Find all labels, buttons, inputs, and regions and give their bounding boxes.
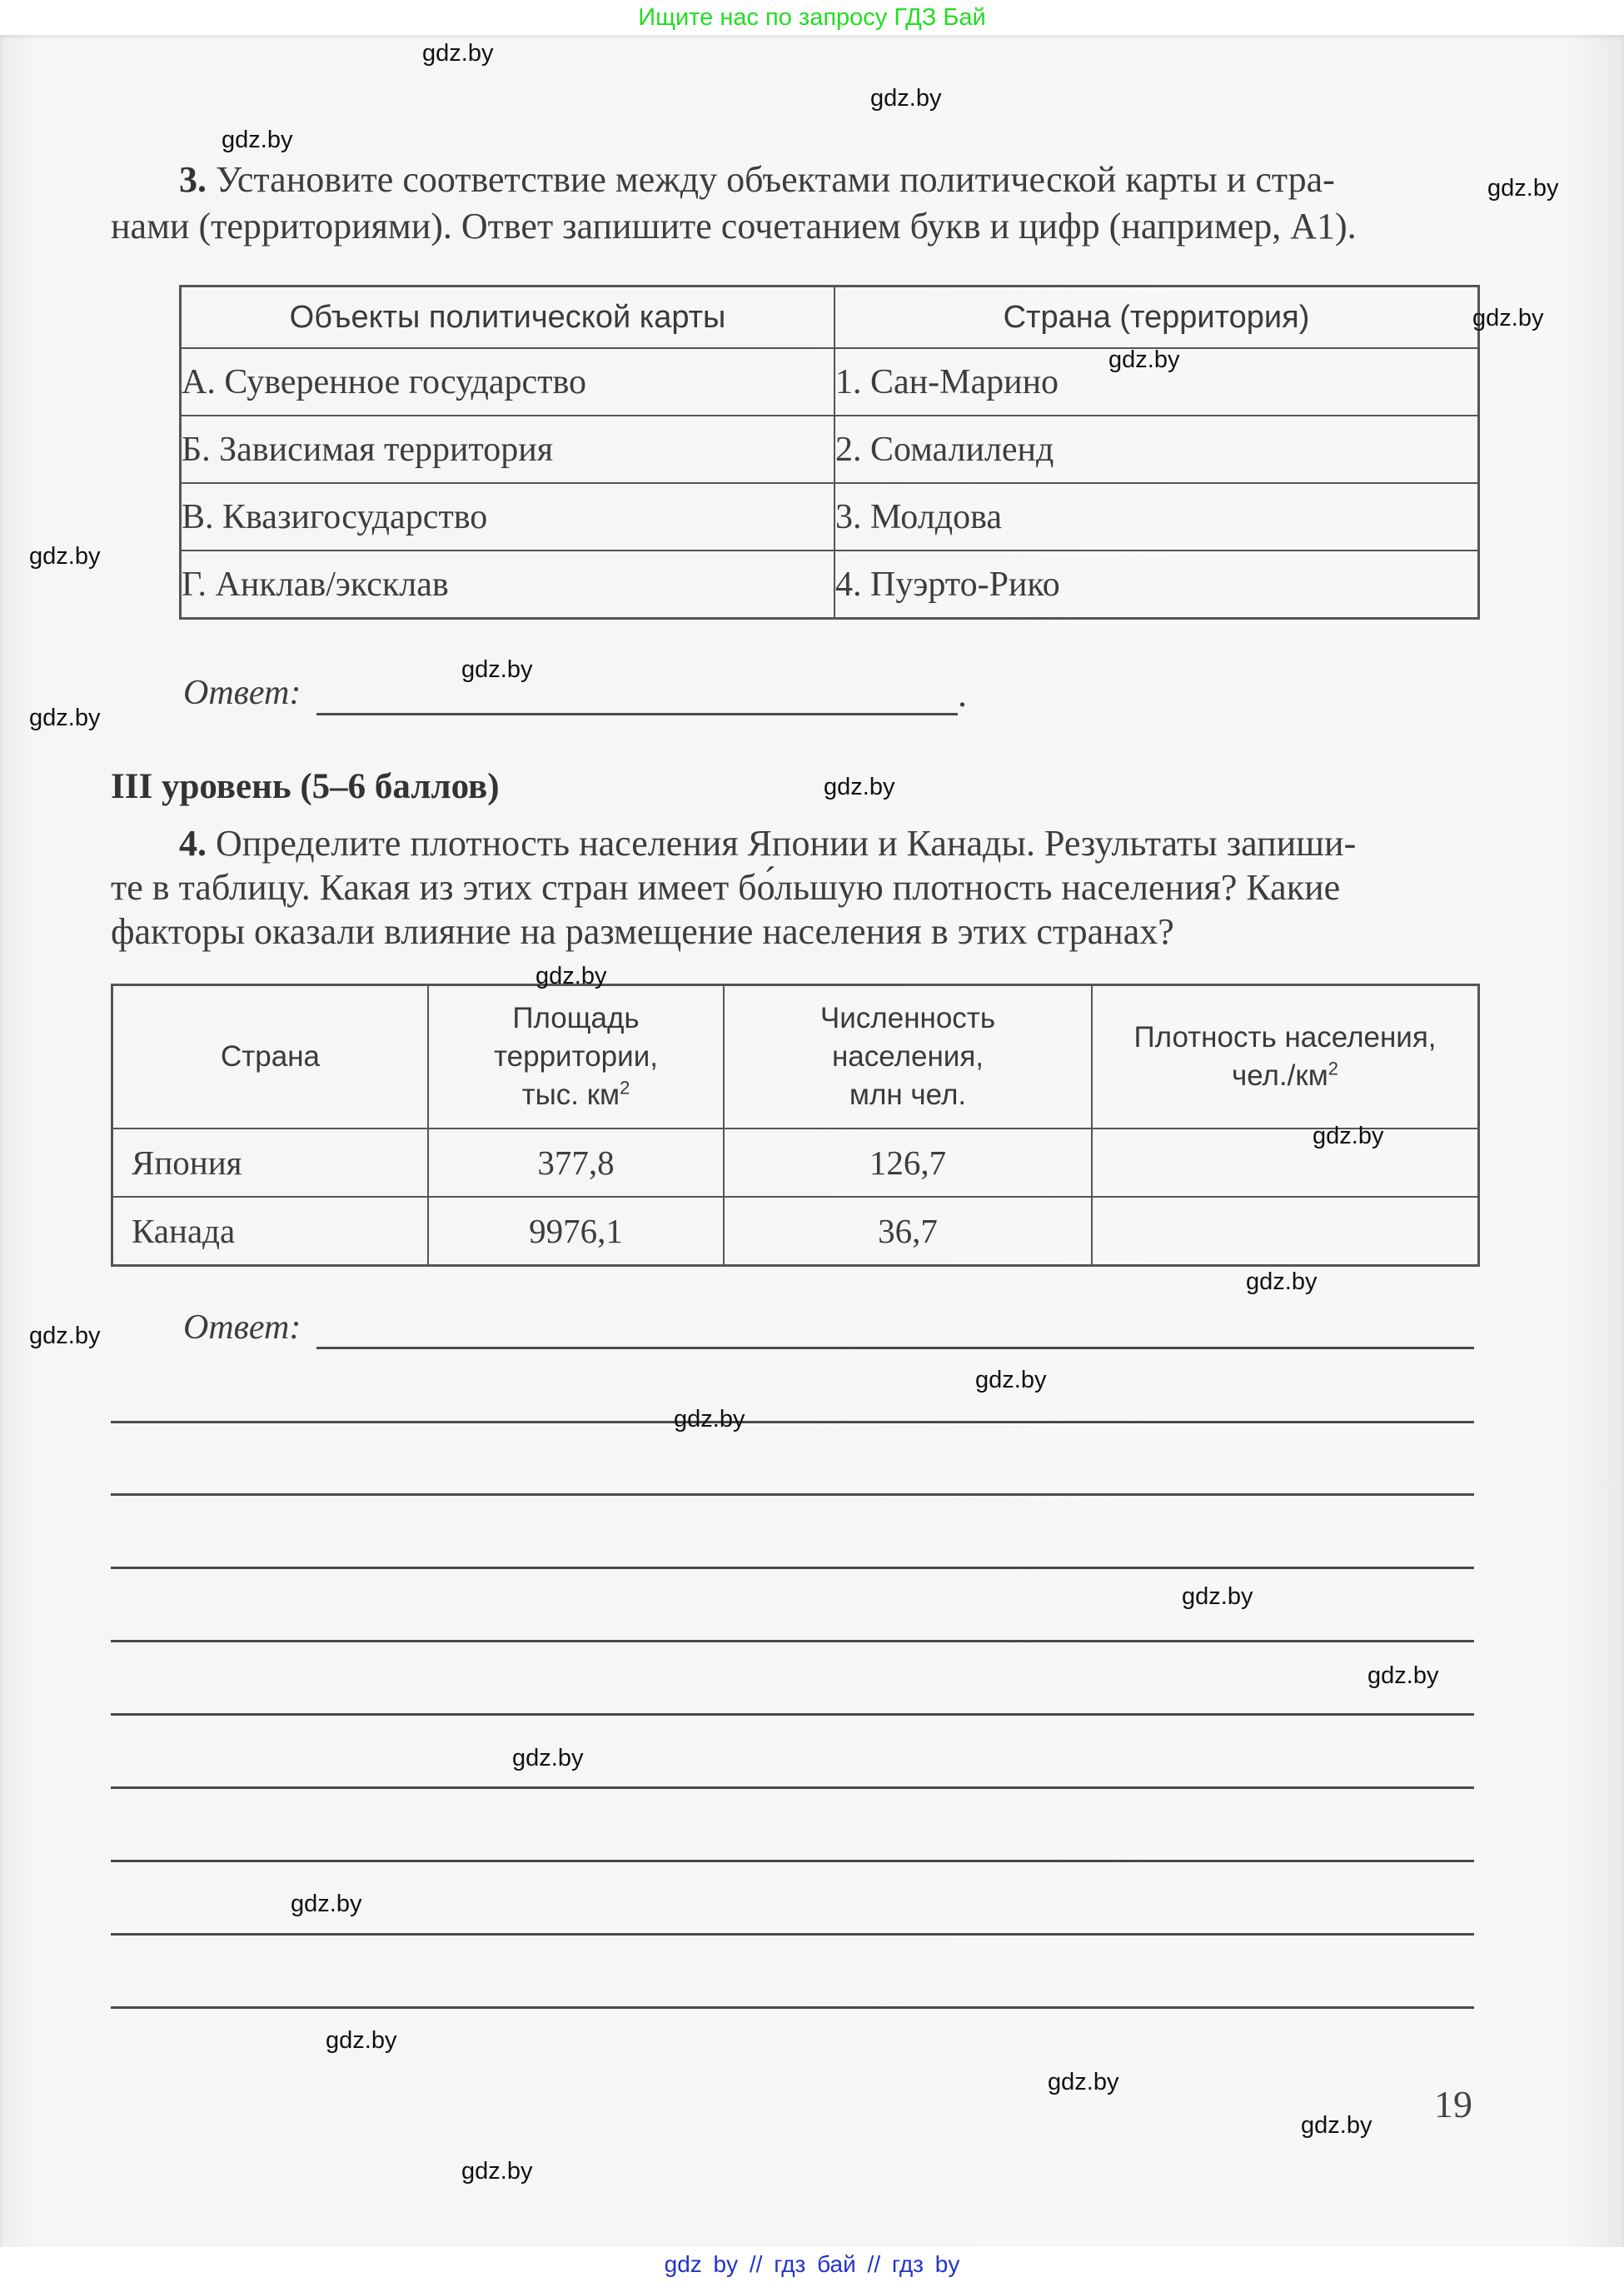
watermark: gdz.by <box>222 127 293 153</box>
header-objects: Объекты политической карты <box>181 286 835 349</box>
matching-table <box>179 285 1480 620</box>
watermark: gdz.by <box>674 1406 745 1432</box>
watermark: gdz.by <box>1487 175 1559 202</box>
watermark: gdz.by <box>461 2158 533 2185</box>
header-population <box>724 985 1092 1129</box>
top-banner: Ищите нас по запросу ГДЗ Бай <box>0 0 1624 35</box>
watermark: gdz.by <box>326 2027 397 2054</box>
page-number: 19 <box>1434 2083 1472 2125</box>
watermark: gdz.by <box>1313 1123 1384 1149</box>
header-density-line1: Плотность населения, <box>1133 1021 1437 1054</box>
task4-answer-line-6[interactable] <box>111 1713 1474 1716</box>
country-cell: Япония <box>112 1129 429 1197</box>
area-cell: 377,8 <box>428 1129 724 1197</box>
table-row <box>112 1197 1479 1266</box>
watermark: gdz.by <box>29 543 101 570</box>
task4-answer-line-7[interactable] <box>111 1786 1474 1789</box>
watermark: gdz.by <box>422 40 494 67</box>
watermark: gdz.by <box>1108 346 1180 373</box>
superscript: 2 <box>1328 1058 1339 1079</box>
header-population-line1: Численность <box>819 1002 996 1034</box>
task4-answer-line-1[interactable] <box>316 1347 1474 1349</box>
object-cell: А. Суверенное государство <box>181 348 835 416</box>
population-cell: 126,7 <box>724 1129 1092 1197</box>
object-cell: Г. Анклав/эксклав <box>181 551 835 619</box>
density-table-header <box>112 985 1479 1129</box>
task3-number: 3. <box>179 159 207 200</box>
task4-answer-line-10[interactable] <box>111 2006 1474 2009</box>
task3-answer-period: . <box>958 674 967 715</box>
table-row <box>181 483 1479 551</box>
task3-text-line2: нами (территориями). Ответ запишите сочетанием букв и цифр (например, А1). <box>111 206 1357 247</box>
task4-answer-label: Ответ: <box>183 1308 301 1347</box>
header-country: Страна <box>112 985 429 1129</box>
watermark: gdz.by <box>461 656 533 683</box>
watermark: gdz.by <box>1048 2069 1119 2095</box>
header-density-line2: чел./км <box>1231 1059 1328 1092</box>
task3-answer-line[interactable] <box>316 713 958 715</box>
matching-table-header <box>181 286 1479 349</box>
watermark: gdz.by <box>870 85 942 112</box>
country-cell: 2. Сомалиленд <box>834 416 1479 483</box>
task4-text-line1 <box>179 822 1356 865</box>
table-row <box>181 348 1479 416</box>
area-cell: 9976,1 <box>428 1197 724 1266</box>
task3-line1: Установите соответствие между объектами политической карты и стра- <box>207 159 1335 200</box>
task4-answer-line-4[interactable] <box>111 1567 1474 1569</box>
watermark: gdz.by <box>1246 1268 1318 1295</box>
task4-answer-line-5[interactable] <box>111 1640 1474 1642</box>
density-table <box>111 984 1480 1267</box>
watermark: gdz.by <box>1472 305 1544 331</box>
country-cell: 4. Пуэрто-Рико <box>834 551 1479 619</box>
country-cell: Канада <box>112 1197 429 1266</box>
watermark: gdz.by <box>1367 1662 1439 1689</box>
task4-text-line3: факторы оказали влияние на размещение населения в этих странах? <box>111 911 1174 952</box>
task3-answer-label: Ответ: <box>183 674 301 712</box>
table-row <box>112 1129 1479 1197</box>
watermark: gdz.by <box>291 1891 362 1917</box>
watermark: gdz.by <box>1182 1583 1253 1610</box>
header-area <box>428 985 724 1129</box>
task4-number: 4. <box>179 823 207 864</box>
task4-answer-line-2[interactable] <box>111 1421 1474 1423</box>
task4-answer-line-3[interactable] <box>111 1493 1474 1496</box>
country-cell: 3. Молдова <box>834 483 1479 551</box>
task3-text-line1 <box>179 158 1478 202</box>
watermark: gdz.by <box>1301 2112 1372 2139</box>
watermark: gdz.by <box>975 1367 1047 1393</box>
task4-answer-line-9[interactable] <box>111 1933 1474 1936</box>
density-input-cell[interactable] <box>1092 1129 1479 1197</box>
bottom-banner: gdz by // гдз бай // гдз by <box>0 2247 1624 2282</box>
table-row <box>181 551 1479 619</box>
watermark: gdz.by <box>536 963 607 989</box>
task4-line1: Определите плотность населения Японии и Канады. Результаты запиши- <box>207 823 1357 864</box>
header-country: Страна (территория) <box>834 286 1479 349</box>
level3-heading: III уровень (5–6 баллов) <box>111 767 500 806</box>
header-population-line2: населения, <box>831 1040 984 1073</box>
header-density <box>1092 985 1479 1129</box>
header-area-line2: территории, <box>494 1040 658 1073</box>
density-input-cell[interactable] <box>1092 1197 1479 1266</box>
header-population-line3: млн чел. <box>849 1079 967 1111</box>
object-cell: В. Квазигосударство <box>181 483 835 551</box>
superscript: 2 <box>620 1077 630 1099</box>
task4-text-line2: те в таблицу. Какая из этих стран имеет бо́льшую плотность населения? Какие <box>111 867 1341 908</box>
object-cell: Б. Зависимая территория <box>181 416 835 483</box>
header-area-line3: тыс. км <box>521 1079 620 1111</box>
watermark: gdz.by <box>824 774 895 800</box>
table-row <box>181 416 1479 483</box>
population-cell: 36,7 <box>724 1197 1092 1266</box>
country-cell: 1. Сан-Марино <box>834 348 1479 416</box>
watermark: gdz.by <box>29 705 101 731</box>
task4-answer-line-8[interactable] <box>111 1860 1474 1862</box>
watermark: gdz.by <box>29 1323 101 1349</box>
watermark: gdz.by <box>512 1745 584 1771</box>
header-area-line1: Площадь <box>512 1002 640 1034</box>
